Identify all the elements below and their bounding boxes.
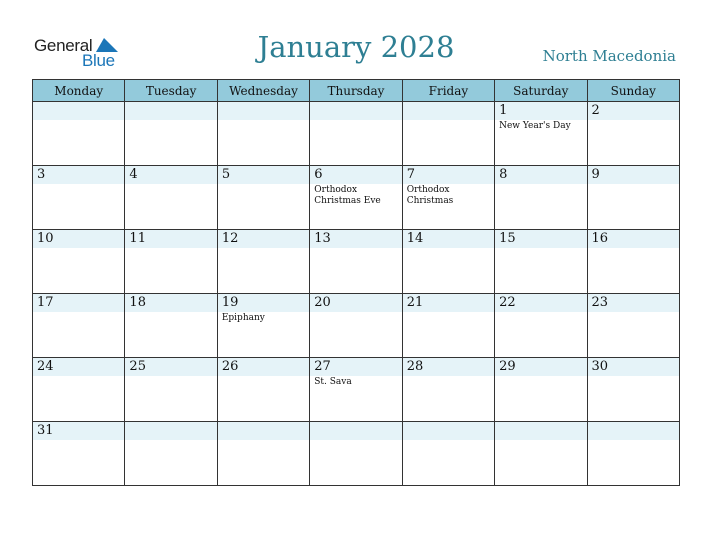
day-number: 1 (499, 103, 508, 118)
day-cell[interactable] (125, 422, 217, 486)
day-number-band (218, 422, 309, 440)
day-number: 31 (37, 423, 54, 438)
weekday-header: Friday (402, 80, 494, 102)
day-cell[interactable] (587, 230, 679, 294)
day-cell[interactable] (495, 102, 587, 166)
day-cell[interactable] (125, 358, 217, 422)
day-cell[interactable] (217, 230, 309, 294)
day-number: 9 (591, 167, 600, 182)
day-cell[interactable] (310, 422, 402, 486)
day-cell[interactable] (402, 230, 494, 294)
week-row (33, 102, 680, 166)
day-number: 2 (591, 103, 600, 118)
day-number-band (125, 166, 216, 184)
week-row (33, 230, 680, 294)
day-number: 13 (314, 231, 331, 246)
day-number: 29 (499, 359, 516, 374)
day-number-band (218, 102, 309, 120)
day-number: 27 (314, 359, 331, 374)
day-cell[interactable] (495, 294, 587, 358)
day-number: 30 (591, 359, 609, 374)
day-number: 24 (37, 359, 54, 374)
holiday-label: Epiphany (221, 313, 265, 323)
day-cell[interactable] (495, 166, 587, 230)
day-number-band (588, 166, 679, 184)
day-number: 26 (221, 359, 239, 374)
day-number: 3 (37, 167, 46, 182)
day-number-band (403, 102, 494, 120)
day-cell[interactable] (495, 230, 587, 294)
day-number-band (310, 422, 401, 440)
day-cell[interactable] (402, 422, 494, 486)
day-cell[interactable] (587, 166, 679, 230)
day-cell[interactable] (587, 422, 679, 486)
day-number: 15 (499, 231, 516, 246)
day-number-band (125, 422, 216, 440)
day-cell[interactable] (402, 294, 494, 358)
day-cell[interactable] (33, 102, 125, 166)
day-number: 20 (314, 295, 331, 310)
day-number: 14 (406, 231, 424, 246)
calendar-grid (32, 79, 680, 486)
day-cell[interactable] (125, 294, 217, 358)
day-cell[interactable] (310, 166, 402, 230)
day-number-band (33, 166, 124, 184)
weekday-header: Tuesday (125, 80, 217, 102)
day-cell[interactable] (217, 102, 309, 166)
day-cell[interactable] (402, 166, 494, 230)
week-row (33, 422, 680, 486)
day-number: 22 (499, 295, 516, 310)
holiday-label: Orthodox Christmas (406, 185, 454, 206)
day-cell[interactable] (310, 294, 402, 358)
holiday-label: New Year's Day (499, 121, 571, 131)
day-number-band (588, 102, 679, 120)
day-number-band (403, 166, 494, 184)
day-cell[interactable] (33, 422, 125, 486)
day-number: 28 (406, 359, 424, 374)
day-number: 19 (221, 295, 239, 310)
day-number: 16 (591, 231, 609, 246)
day-cell[interactable] (310, 230, 402, 294)
day-number-band (495, 166, 586, 184)
day-number-band (218, 166, 309, 184)
day-cell[interactable] (310, 358, 402, 422)
day-number: 6 (314, 167, 323, 182)
day-number: 4 (129, 167, 138, 182)
weekday-header-row (33, 80, 680, 102)
day-cell[interactable] (402, 102, 494, 166)
day-number-band (588, 422, 679, 440)
day-number: 5 (221, 167, 231, 182)
day-cell[interactable] (217, 294, 309, 358)
day-cell[interactable] (587, 294, 679, 358)
weekday-header: Wednesday (217, 80, 309, 102)
day-cell[interactable] (495, 422, 587, 486)
day-number-band (403, 422, 494, 440)
day-number: 17 (37, 295, 54, 310)
day-cell[interactable] (33, 166, 125, 230)
day-cell[interactable] (125, 230, 217, 294)
logo-blue-text: Blue (82, 51, 115, 70)
day-number: 25 (129, 359, 146, 374)
weekday-header: Thursday (310, 80, 402, 102)
calendar-title: January 2028 (257, 30, 455, 64)
day-cell[interactable] (217, 358, 309, 422)
day-cell[interactable] (33, 358, 125, 422)
holiday-label: Orthodox Christmas Eve (314, 185, 381, 206)
country-label: North Macedonia (542, 47, 676, 65)
day-cell[interactable] (217, 422, 309, 486)
day-number-band (125, 102, 216, 120)
day-number: 21 (406, 295, 424, 310)
day-cell[interactable] (587, 358, 679, 422)
day-cell[interactable] (125, 166, 217, 230)
day-cell[interactable] (402, 358, 494, 422)
day-number: 12 (221, 231, 239, 246)
day-number: 8 (499, 167, 508, 182)
day-number: 7 (406, 167, 415, 182)
holiday-label: St. Sava (314, 377, 352, 387)
week-row (33, 166, 680, 230)
week-row (33, 358, 680, 422)
day-number: 23 (591, 295, 609, 310)
day-number: 18 (129, 295, 146, 310)
week-row (33, 294, 680, 358)
day-cell[interactable] (33, 294, 125, 358)
day-number-band (495, 102, 586, 120)
logo-general-text: General (34, 36, 93, 55)
day-number: 10 (37, 231, 54, 246)
day-cell[interactable] (125, 102, 217, 166)
day-number: 11 (129, 231, 146, 246)
day-number-band (310, 166, 401, 184)
day-number-band (33, 102, 124, 120)
day-cell[interactable] (587, 102, 679, 166)
day-cell[interactable] (217, 166, 309, 230)
day-cell[interactable] (310, 102, 402, 166)
weekday-header: Monday (33, 80, 125, 102)
day-cell[interactable] (495, 358, 587, 422)
weekday-header: Saturday (495, 80, 587, 102)
weekday-header: Sunday (587, 80, 679, 102)
day-number-band (310, 102, 401, 120)
day-number-band (495, 422, 586, 440)
day-cell[interactable] (33, 230, 125, 294)
